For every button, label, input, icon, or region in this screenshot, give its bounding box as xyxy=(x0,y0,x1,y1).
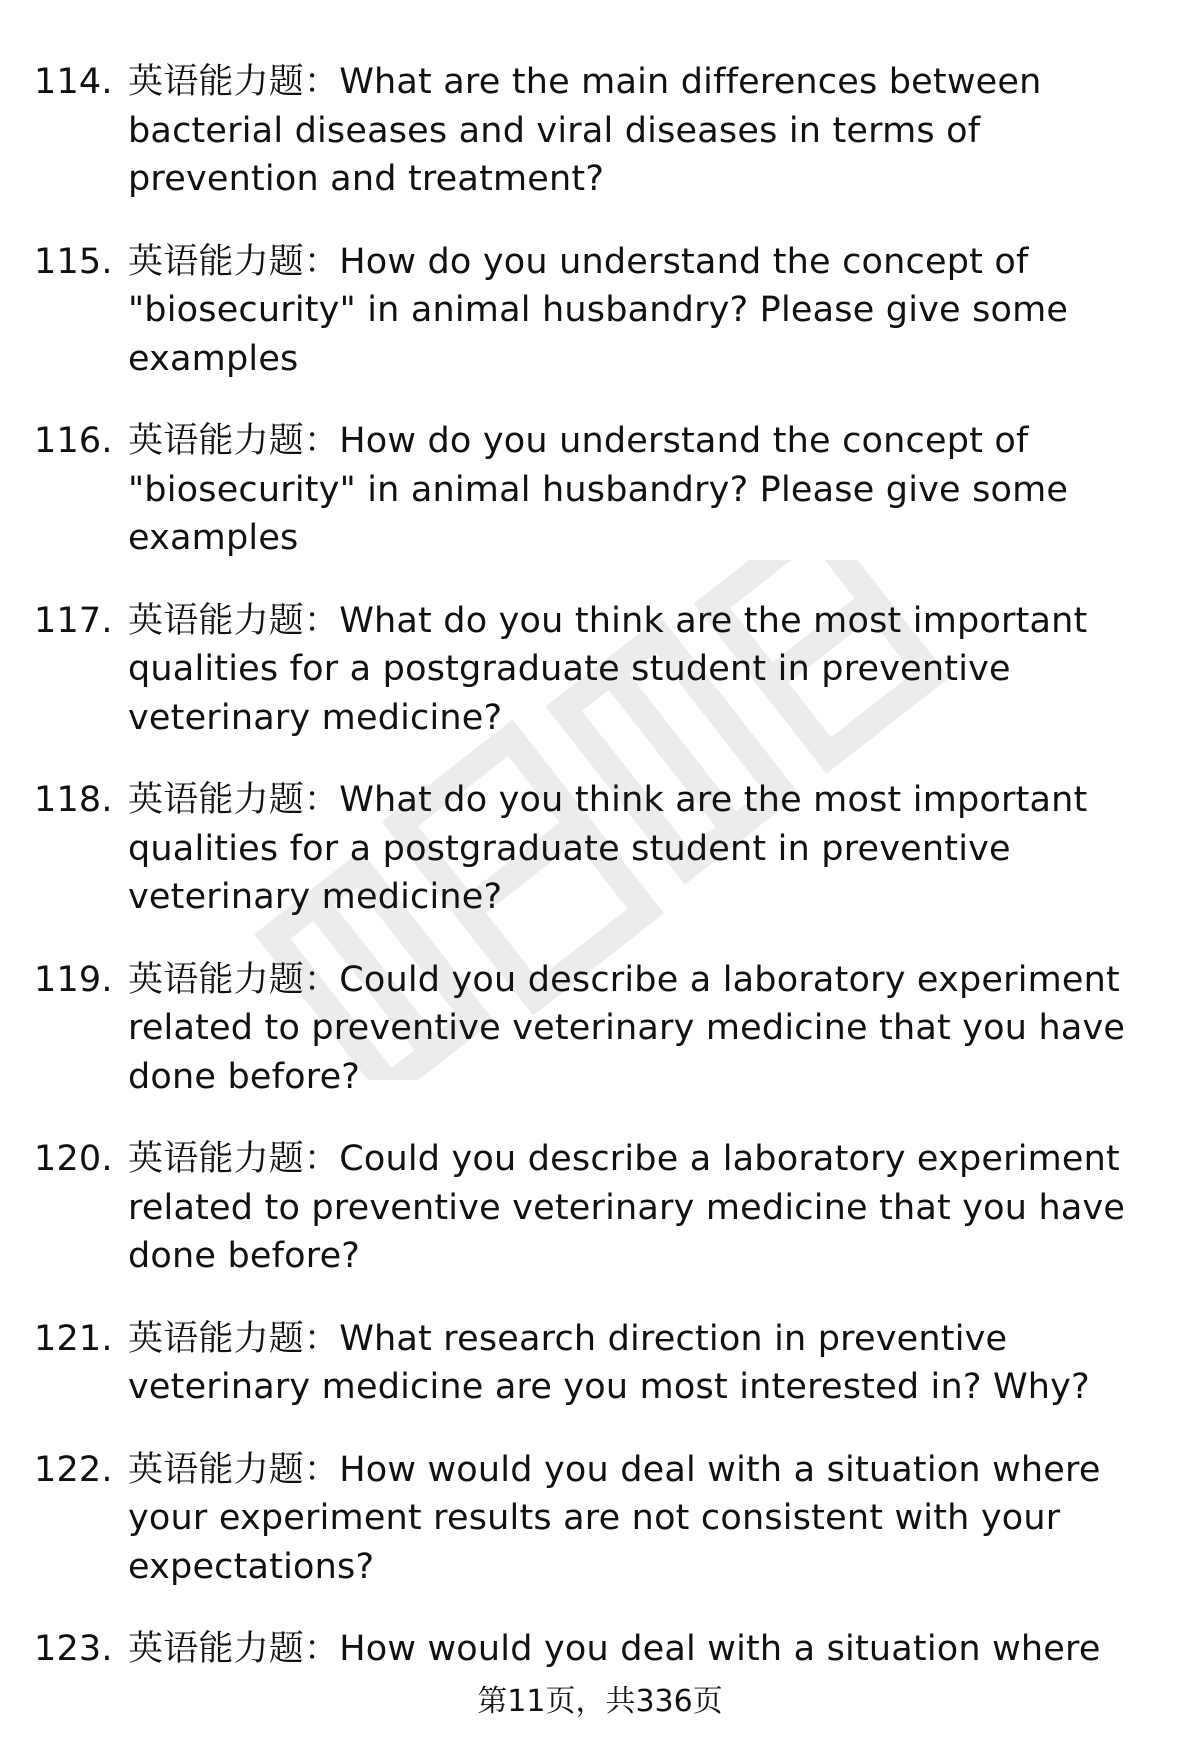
question-item xyxy=(34,776,1164,922)
page-footer: 第11页，共336页 xyxy=(477,1684,723,1719)
question-item xyxy=(34,1625,1164,1674)
question-number: 117. xyxy=(34,600,113,641)
question-item xyxy=(34,238,1164,384)
question-number: 122. xyxy=(34,1449,113,1490)
question-number: 121. xyxy=(34,1318,113,1359)
question-item xyxy=(34,417,1164,563)
question-text: 英语能力题：How would you deal with a situation where your experiment results are not consistent with your expectations? xyxy=(128,1449,1101,1587)
question-number: 116. xyxy=(34,421,113,461)
question-item xyxy=(34,58,1164,204)
question-item xyxy=(34,1315,1164,1412)
question-text: 英语能力题：What do you think are the most important qualities for a postgraduate student in preventive veterinary medicine? xyxy=(128,780,1088,917)
question-number: 115. xyxy=(34,241,113,282)
question-number: 114. xyxy=(34,62,113,102)
question-text: 英语能力题：What research direction in preventive veterinary medicine are you most interested in? Why? xyxy=(128,1318,1090,1407)
question-list xyxy=(34,58,1164,1708)
question-item xyxy=(34,956,1164,1102)
question-text: 英语能力题：What do you think are the most important qualities for a postgraduate student in preventive veterinary medicine? xyxy=(128,600,1088,738)
question-number: 118. xyxy=(34,780,113,820)
question-text: 英语能力题：How do you understand the concept of "biosecurity" in animal husbandry? Please give some examples xyxy=(128,241,1069,379)
question-text: 英语能力题：Could you describe a laboratory experiment related to preventive veterinary medicine that you have done before? xyxy=(128,1139,1126,1276)
question-text: 英语能力题：How would you deal with a situation where xyxy=(128,1629,1101,1669)
question-item xyxy=(34,1135,1164,1281)
question-number: 123. xyxy=(34,1629,113,1669)
question-item xyxy=(34,1446,1164,1592)
question-number: 119. xyxy=(34,959,113,1000)
question-item xyxy=(34,597,1164,743)
question-text: 英语能力题：How do you understand the concept of "biosecurity" in animal husbandry? Please give some examples xyxy=(128,421,1069,558)
question-text: 英语能力题：Could you describe a laboratory experiment related to preventive veterinary medicine that you have done before? xyxy=(128,959,1126,1097)
question-number: 120. xyxy=(34,1139,113,1179)
question-text: 英语能力题：What are the main differences between bacterial diseases and viral diseases in terms of prevention and treatment? xyxy=(128,62,1042,199)
